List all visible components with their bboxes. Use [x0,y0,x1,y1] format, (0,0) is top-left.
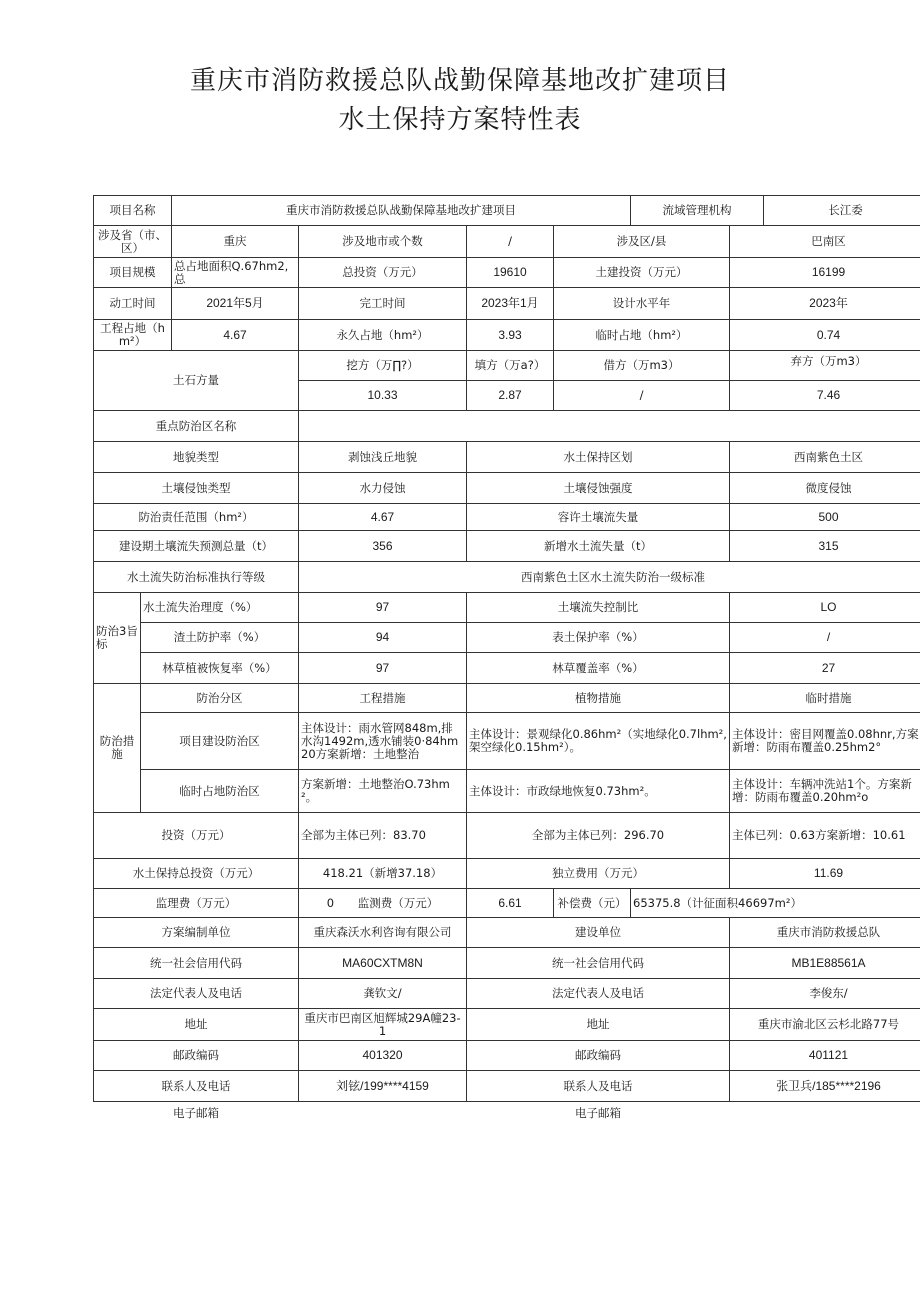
allow-loss-value: 500 [730,504,920,531]
compensation-fee-value: 65375.8（计征面积46697m²） [631,889,920,918]
land-total-label: 工程占地（hm²） [94,320,172,351]
land-permanent-label: 永久占地（hm²） [299,320,467,351]
table-row [94,713,920,770]
email-value [730,1102,920,1126]
credit-code-label: 统一社会信用代码 [94,948,299,979]
postcode-label: 邮政编码 [94,1041,299,1071]
measures-plant: 主体设计：景观绿化0.86hm²（实地绿化0.7lhm²,架空绿化0.15hm²）。 [467,713,730,770]
address-value: 重庆市巴南区旭辉城29A幢23-1 [299,1009,467,1041]
table-row [94,623,920,653]
erosion-type-value: 水力侵蚀 [299,473,467,504]
standard-label: 水土流失防治标准执行等级 [94,562,299,593]
target-value: 27 [730,653,920,684]
earthwork-label: 土石方量 [94,351,299,411]
table-row [94,473,920,504]
table-row [94,258,920,288]
address-label: 地址 [467,1009,730,1041]
table-row [94,196,920,226]
key-area-value [299,411,920,442]
measures-eng: 主体设计：雨水管网848m,排水沟1492m,透水铺装0·84hm20方案新增：土地整治 [299,713,467,770]
target-value: LO [730,593,920,623]
document-title: 重庆市消防救援总队战勤保障基地改扩建项目 [189,66,730,96]
new-loss-value: 315 [730,531,920,562]
address-value: 重庆市渝北区云杉北路77号 [730,1009,920,1041]
credit-code-value: MA60CXTM8N [299,948,467,979]
target-label: 林草植被恢复率（%） [141,653,299,684]
measures-head-eng: 工程措施 [299,684,467,713]
terrain-label: 地貌类型 [94,442,299,473]
measures-head-zone: 防治分区 [141,684,299,713]
responsibility-label: 防治责任范围（hm²） [94,504,299,531]
measures-zone: 临时占地防治区 [141,770,299,813]
cut-value: 10.33 [299,381,467,411]
legal-rep-value: 李俊东/ [730,979,920,1009]
target-label: 渣土防护率（%） [141,623,299,653]
table-row [94,859,920,889]
table-row [94,351,920,381]
basin-label: 流域管理机构 [631,196,764,226]
measures-plant: 主体设计：市政绿地恢复0.73hm²。 [467,770,730,813]
start-label: 动工时间 [94,288,172,320]
start-value: 2021年5月 [172,288,299,320]
table-row [94,562,920,593]
table-row [94,918,920,948]
table-row [94,531,920,562]
contact-value: 刘铉/199****4159 [299,1071,467,1102]
table-row [94,770,920,813]
table-row [94,288,920,320]
erosion-intensity-value: 微度侵蚀 [730,473,920,504]
compile-unit-label: 方案编制单位 [94,918,299,948]
scale-value: 总占地面积Q.67hm2,总 [172,258,299,288]
waste-label: 弃方（万m3） [730,351,920,381]
land-permanent-value: 3.93 [467,320,554,351]
fill-label: 填方（万a?） [467,351,554,381]
total-invest-value: 418.21（新增37.18） [299,859,467,889]
table-row [94,1071,920,1102]
scale-label: 项目规模 [94,258,172,288]
measures-eng: 方案新增：土地整治O.73hm²。 [299,770,467,813]
postcode-value: 401320 [299,1041,467,1071]
target-label: 土壤流失控制比 [467,593,730,623]
terrain-value: 剥蚀浅丘地貌 [299,442,467,473]
targets-label: 防治3旨标 [94,593,141,684]
target-value: 97 [299,653,467,684]
county-value: 巴南区 [730,226,920,258]
predict-loss-value: 356 [299,531,467,562]
basin-value: 长江委 [764,196,920,226]
cut-label: 挖方（万∏?） [299,351,467,381]
target-value: 97 [299,593,467,623]
postcode-label: 邮政编码 [467,1041,730,1071]
table-row [94,504,920,531]
civil-invest-label: 土建投资（万元） [554,258,730,288]
investment-plant: 全部为主体已列：296.70 [467,813,730,859]
email-label: 电子邮箱 [467,1102,730,1126]
erosion-type-label: 土壤侵蚀类型 [94,473,299,504]
standard-value: 西南紫色土区水土流失防治一级标准 [299,562,920,593]
contact-value: 张卫兵/185****2196 [730,1071,920,1102]
table-row [94,593,920,623]
table-row [94,889,920,918]
key-area-label: 重点防治区名称 [94,411,299,442]
invest-value: 19610 [467,258,554,288]
new-loss-label: 新增水土流失量（t） [467,531,730,562]
credit-code-value: MB1E88561A [730,948,920,979]
contact-label: 联系人及电话 [94,1071,299,1102]
table-row [94,442,920,473]
build-unit-value: 重庆市消防救援总队 [730,918,920,948]
target-label: 表土保护率（%） [467,623,730,653]
supervise-fee-value: 0 [326,895,335,910]
address-label: 地址 [94,1009,299,1041]
table-row [94,979,920,1009]
legal-rep-label: 法定代表人及电话 [94,979,299,1009]
table-row [94,320,920,351]
independent-fee-value: 11.69 [730,859,920,889]
investment-temp: 主体已列：0.63方案新增：10.61 [730,813,920,859]
independent-fee-label: 独立费用（万元） [467,859,730,889]
invest-label: 总投资（万元） [299,258,467,288]
land-temporary-label: 临时占地（hm²） [554,320,730,351]
borrow-label: 借方（万m3） [554,351,730,381]
target-label: 林草覆盖率（%） [467,653,730,684]
allow-loss-label: 容许土壤流失量 [467,504,730,531]
measures-temp: 主体设计：车辆冲洗站1个。方案新增：防雨布覆盖0.20hm²o [730,770,920,813]
civil-invest-value: 16199 [730,258,920,288]
zone-value: 西南紫色土区 [730,442,920,473]
borrow-value: / [554,381,730,411]
email-label: 电子邮箱 [94,1102,299,1126]
measures-zone: 项目建设防治区 [141,713,299,770]
land-temporary-value: 0.74 [730,320,920,351]
compensation-fee-label: 补偿费（元） [554,889,631,918]
project-name-label: 项目名称 [94,196,172,226]
province-label: 涉及省（市、区） [94,226,172,258]
investment-label: 投资（万元） [94,813,299,859]
fill-value: 2.87 [467,381,554,411]
investment-eng: 全部为主体已列：83.70 [299,813,467,859]
target-label: 水土流失治理度（%） [141,593,299,623]
finish-label: 完工时间 [299,288,467,320]
city-count-label: 涉及地市或个数 [299,226,467,258]
measures-head-temp: 临时措施 [730,684,920,713]
table-row [94,226,920,258]
table-row [94,1041,920,1071]
measures-label: 防治措施 [94,684,141,813]
supervise-fee-label: 监理费（万元） [94,889,299,918]
contact-label: 联系人及电话 [467,1071,730,1102]
build-unit-label: 建设单位 [467,918,730,948]
target-value: / [730,623,920,653]
compile-unit-value: 重庆森沃水利咨询有限公司 [299,918,467,948]
table-row [94,1102,920,1126]
monitor-fee-label: 监测费（万元） [357,895,439,910]
land-total-value: 4.67 [172,320,299,351]
table-row [94,948,920,979]
table-row [94,653,920,684]
postcode-value: 401121 [730,1041,920,1071]
table-row [94,1009,920,1041]
province-value: 重庆 [172,226,299,258]
table-row [94,684,920,713]
project-name-value: 重庆市消防救援总队战勤保障基地改扩建项目 [172,196,631,226]
finish-value: 2023年1月 [467,288,554,320]
monitor-fee-value: 6.61 [467,889,554,918]
county-label: 涉及区/县 [554,226,730,258]
predict-loss-label: 建设期土壤流失预测总量（t） [94,531,299,562]
credit-code-label: 统一社会信用代码 [467,948,730,979]
design-year-label: 设计水平年 [554,288,730,320]
target-value: 94 [299,623,467,653]
total-invest-label: 水土保持总投资（万元） [94,859,299,889]
email-value [299,1102,467,1126]
waste-value: 7.46 [730,381,920,411]
legal-rep-value: 龚钦文/ [299,979,467,1009]
measures-temp: 主体设计：密目网覆盖0.08hnr,方案新增：防雨布覆盖0.25hm2° [730,713,920,770]
document-subtitle: 水土保持方案特性表 [338,105,582,135]
legal-rep-label: 法定代表人及电话 [467,979,730,1009]
responsibility-value: 4.67 [299,504,467,531]
city-count-value: / [467,226,554,258]
supervise-fee-cell [299,889,467,918]
table-row [94,411,920,442]
erosion-intensity-label: 土壤侵蚀强度 [467,473,730,504]
zone-label: 水土保持区划 [467,442,730,473]
characteristics-table [93,195,920,1126]
table-row [94,813,920,859]
measures-head-plant: 植物措施 [467,684,730,713]
design-year-value: 2023年 [730,288,920,320]
